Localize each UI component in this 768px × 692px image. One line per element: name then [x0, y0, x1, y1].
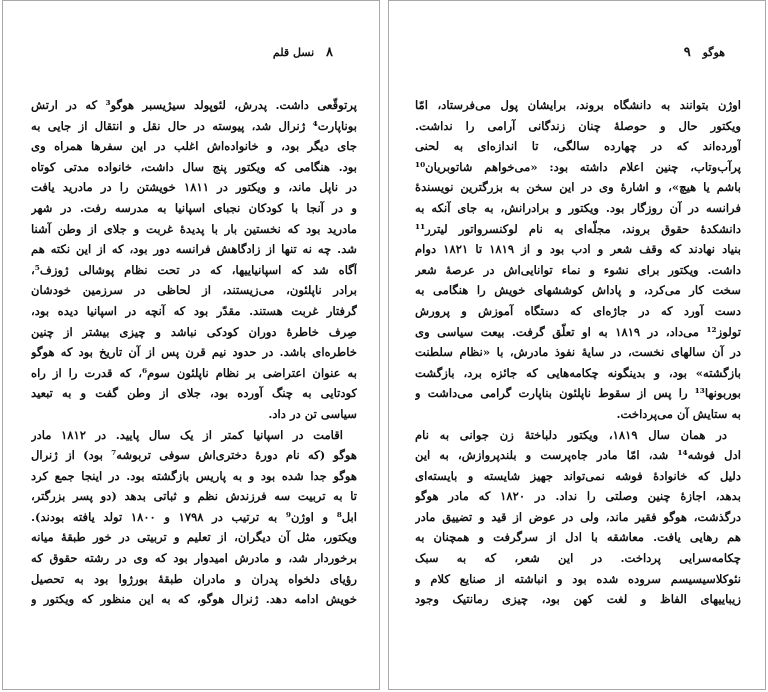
text-line: در آن سالهای نخست، در سایهٔ نفوذ مادرش، با «نظام سلطنت [415, 345, 741, 360]
text-line: کودتایی به چنگ آورده بود، جلای از وطن گفت و به تبعید [31, 386, 357, 401]
text-line: جای دیگر بود، و خانواده‌اش اغلب در این سفرها همراه وی [31, 139, 357, 154]
left-body-text [31, 95, 357, 610]
text-line: داشت. ویکتور برای نشوء و نماء توانایی‌اش در عرصهٔ شعر [415, 262, 741, 277]
text-line: بود. هنگامی که ویکتور پنج سال داشت، خانواده مدتی کوتاه [31, 159, 357, 174]
right-body-text [415, 95, 741, 610]
text-line: زیباییهای الفاظ و لغت کهن بود، چیزی رمانتیک وجود [415, 592, 741, 607]
text-line: سخت کار می‌کرد، و پاداش کوششهای خویش را هنگامی به [415, 283, 741, 298]
text-line: هوگو (که نام دورهٔ دختری‌اش سوفی تربوشه⁷ بود) از ژنرال [31, 448, 357, 463]
text-line: تولوز¹² می‌داد، در ۱۸۱۹ به او تعلّق گرفت. بیعت سیاسی وی [415, 324, 741, 339]
text-line: بدهد، اجازهٔ چنین وصلتی را نداد. در ۱۸۲۰ که مادر هوگو [415, 489, 741, 504]
text-line: برادر ناپلئون، می‌زیستند، از لحاظی در سرزمین خودشان [31, 283, 357, 298]
left-running-title: نسل قلم [272, 46, 315, 59]
text-line: پرآب‌وتاب، چنین اعلام داشته بود: «می‌خواهم شاتوبریان¹⁰ [415, 159, 741, 174]
text-line: خویش ادامه دهد. ژنرال هوگو، که به این منظور که ویکتور و [31, 592, 357, 607]
text-line: فرانسه در آن روزگار بود. ویکتور و برادرانش، به جای آنکه به [415, 200, 741, 215]
left-running-head [273, 45, 333, 61]
text-line: تا به تربیت سه فرزندش نظم و ثباتی بدهد (دو پسر بزرگتر، [31, 489, 357, 504]
right-page-number: ۹ [683, 45, 691, 60]
text-line: در همان سال ۱۸۱۹، ویکتور دلباختهٔ زن جوانی به نام [415, 427, 727, 442]
text-line: در ناپل ماند، و ویکتور در ۱۸۱۱ خویشتن را در مادرید یافت [31, 180, 357, 195]
text-line: باشم یا هیچ»، و اشارهٔ وی در این سخن به بزرگترین نویسندهٔ [415, 180, 741, 195]
text-line: نئوکلاسیسیسم سروده شده بود و انباشته از صنایع کلام و [415, 571, 741, 586]
text-line: درگذشت، هوگو فقیر ماند، ولی در عوض از قید و تضییق مادر [415, 509, 741, 524]
text-line: اوژن بتوانند به دانشگاه بروند، برایشان پول می‌فرستاد، امّا [415, 98, 741, 112]
right-running-title: هوگو [702, 46, 725, 59]
text-line: به ستایش آن می‌پرداخت. [616, 406, 741, 421]
text-line: ادل فوشه¹⁴ شد، امّا مادر جاه‌پرست و بلندپروازش، به این [415, 448, 741, 463]
text-line: هوگو جدا شده بود و به پاریس بازگشته بود. در اینجا جمع کرد [31, 468, 357, 483]
right-running-head [684, 45, 725, 61]
text-line: گرفتار غربت هستند. مقدّر بود که آنچه در اسپانیا دیده بود، [31, 303, 357, 318]
text-line: پرتوقّعی داشت. پدرش، لئوپولد سیژیسبر هوگو³ که در ارتش [31, 98, 357, 112]
text-line: و در آنجا با کودکان نجبای اسپانیا به مدرسه رفت. در شهر [31, 200, 357, 215]
text-line: بوناپارت⁴ ژنرال شد، پیوسته در حال نقل و انتقال از جایی به [31, 118, 357, 133]
text-line: سیاسی تن در داد. [268, 406, 357, 421]
text-line: بنیاد نهادند که وقف شعر و ادب بود و از ۱۸۱۹ تا ۱۸۲۱ دوام [415, 242, 741, 257]
text-line: شد. چه نه تنها از زادگاهش فرانسه دور بود، که از این نکته هم [31, 242, 357, 257]
text-line: ویکتور، مثل آن دیگران، از تعلیم و تربیتی در خور طبقهٔ میانه [31, 530, 357, 545]
right-page [388, 0, 766, 690]
text-line: آورده‌اند که در چهارده سالگی، تا اندازه‌ای به لحنی [415, 139, 741, 154]
text-line: خاطره‌ای باشد. در حدود نیم قرن پس از آن تاریخ بود که هوگو [31, 345, 357, 360]
text-line: مادرید بود که نخستین بار با پدیدهٔ غربت و جلای از وطن آشنا [31, 221, 357, 236]
text-line: ویکتور حال و حوصلهٔ چنان زندگانی آرامی را نداشت. [415, 118, 741, 133]
left-page [2, 0, 380, 690]
text-line: آگاه شد که اسپانیاییها، که در تحت نظام پوشالی ژوزف⁵، [31, 262, 357, 277]
text-line: صِرف خاطرهٔ دوران کودکی نباشد و چیزی بیشتر از چنین [31, 324, 357, 339]
text-line: بوربونها¹³ را پس از سقوط ناپلئون بناپارت گرامی می‌داشت و [415, 386, 741, 401]
text-line: اقامت در اسپانیا کمتر از یک سال پایید. در ۱۸۱۲ مادر [31, 427, 343, 442]
text-line: به عنوان اعتراضی بر نظام ناپلئون سوم⁶، که قدرت را از راه [31, 365, 357, 380]
text-line: رؤیای دلخواه پدران و مادران طبقهٔ بورژوا بود به تحصیل [31, 571, 357, 586]
left-page-number: ۸ [326, 45, 333, 60]
text-line: چکامه‌سرایی پرداخت. در این شعر، که به سبک [415, 551, 741, 566]
text-line: دست آورد که در جاژه‌ای که دستگاه آموزش و پرورش [415, 303, 741, 318]
text-line: دانشکدهٔ حقوق بروند، مجلّه‌ای به نام لوکنسرواتور لیترر¹¹ [415, 221, 741, 236]
text-line: بازگشته» بود، و بدینگونه چکامه‌هایی که جائزه برد، بازگشت [415, 365, 741, 380]
text-line: ابل⁸ و اوژن⁹ به ترتیب در ۱۷۹۸ و ۱۸۰۰ تولد یافته بودند). [31, 509, 357, 524]
text-line: هم رهایی یافت. معاشقه با ادل از سرگرفت و همچنان به [415, 530, 741, 545]
text-line: برخوردار شد، و مادرش امیدوار بود که وی در رشته حقوق که [31, 551, 357, 566]
text-line: دلیل که خانوادهٔ فوشه نمی‌تواند جهیز شایسته و بایسته‌ای [415, 468, 741, 483]
